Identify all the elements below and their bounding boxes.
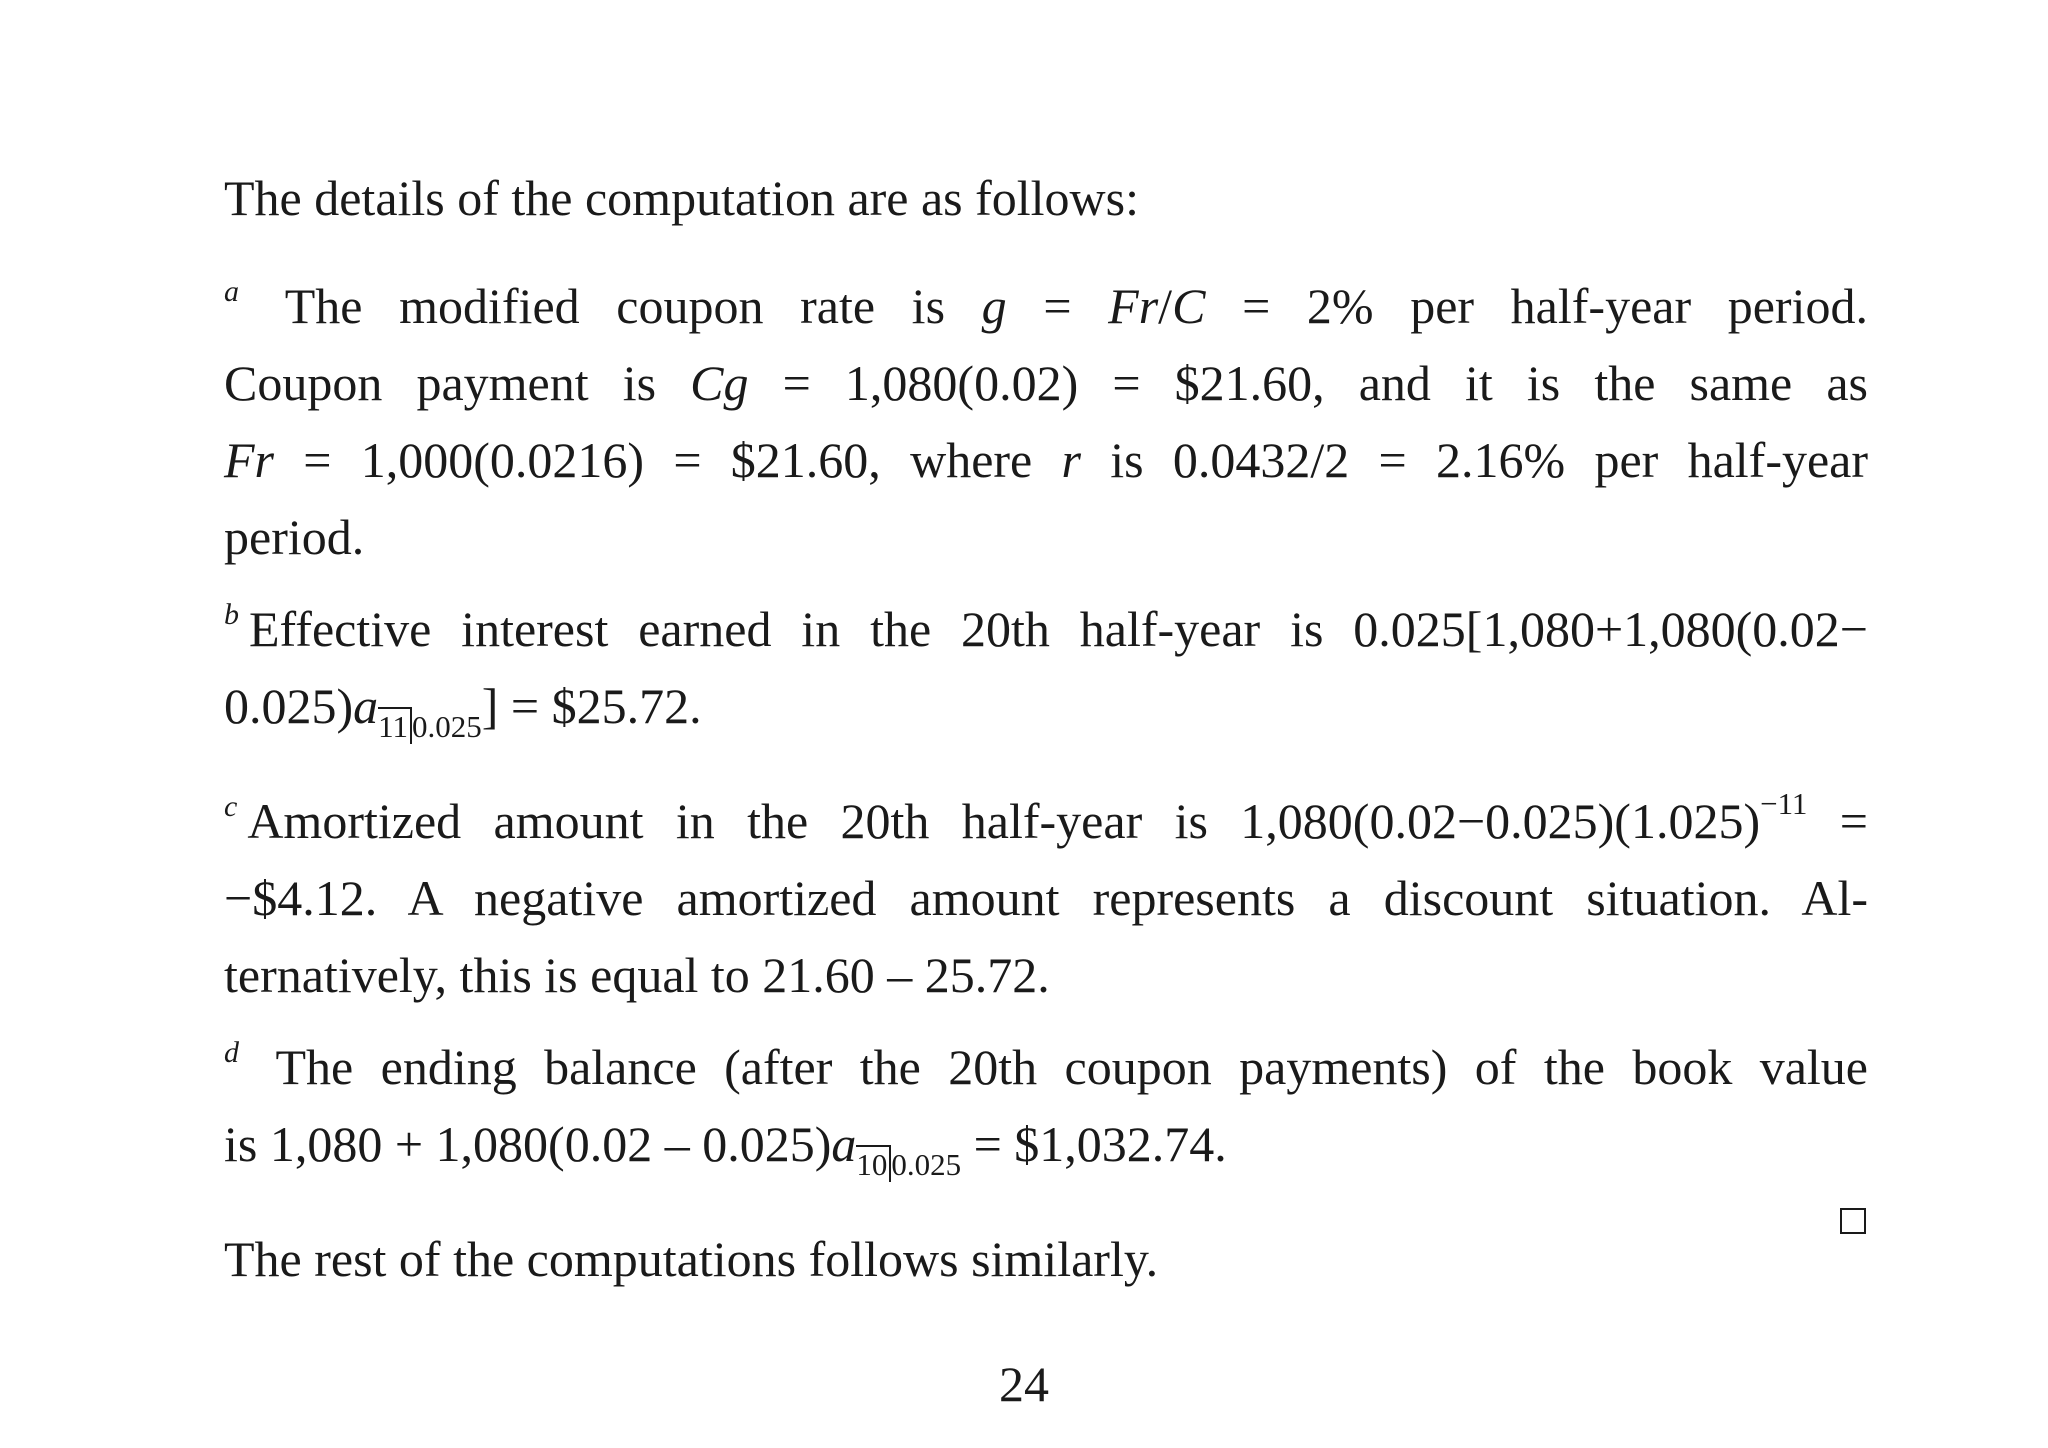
footnote-c-line-1: $^c$ Amortized amount in the 20th half-year is $1,080(0.02-0.025)(1.025)^{-11}$ =: [224, 786, 1868, 849]
footnote-marker-b: b: [224, 598, 239, 631]
outro-paragraph: The rest of the computations follows similarly.: [224, 1231, 1159, 1287]
footnote-c-line-3: ternatively, this is equal to 21.60 – 25.72.: [224, 947, 1050, 1003]
footnote-a: [224, 253, 1868, 576]
footnote-marker-a: a: [224, 275, 239, 308]
footnote-b: [224, 576, 1868, 765]
footnote-a-line-4: period.: [224, 509, 365, 565]
footnote-c-line-2: −$4.12. A negative amortized amount represents a discount situation. Al-: [224, 870, 1868, 926]
footnote-a-line-1: $^a$ The modified coupon rate is g = Fr/C = 2% per half-year period.: [224, 275, 1868, 334]
footnote-d-line-1: $^d$ The ending balance (after the 20th coupon payments) of the book value: [224, 1036, 1868, 1095]
footnote-c: [224, 765, 1868, 1014]
footnote-d: [224, 1014, 1868, 1203]
intro-paragraph: The details of the computation are as follows:: [224, 170, 1140, 226]
document-body: [224, 160, 1868, 1298]
footnote-b-line-2: $0.025)a_{11 0.025}$] = $25.72.: [224, 678, 702, 744]
footnote-b-line-1: $^b$ Effective interest earned in the 20th half-year is 0.025[1,080+1,080(0.02−: [224, 598, 1868, 657]
footnote-d-line-2: is $1,080 + 1,080(0.02 - 0.025)a_{10 0.025}$ = $1,032.74.: [224, 1116, 1227, 1182]
footnote-a-line-2: Coupon payment is Cg = 1,080(0.02) = $21.60, and it is the same as: [224, 355, 1868, 411]
page-number: 24: [999, 1356, 1049, 1412]
footnote-a-line-3: Fr = 1,000(0.0216) = $21.60, where r is 0.0432/2 = 2.16% per half-year: [224, 432, 1869, 488]
qed-box-icon: [1840, 1208, 1866, 1234]
footnote-marker-d: d: [224, 1036, 239, 1069]
footnote-marker-c: c: [224, 790, 238, 823]
